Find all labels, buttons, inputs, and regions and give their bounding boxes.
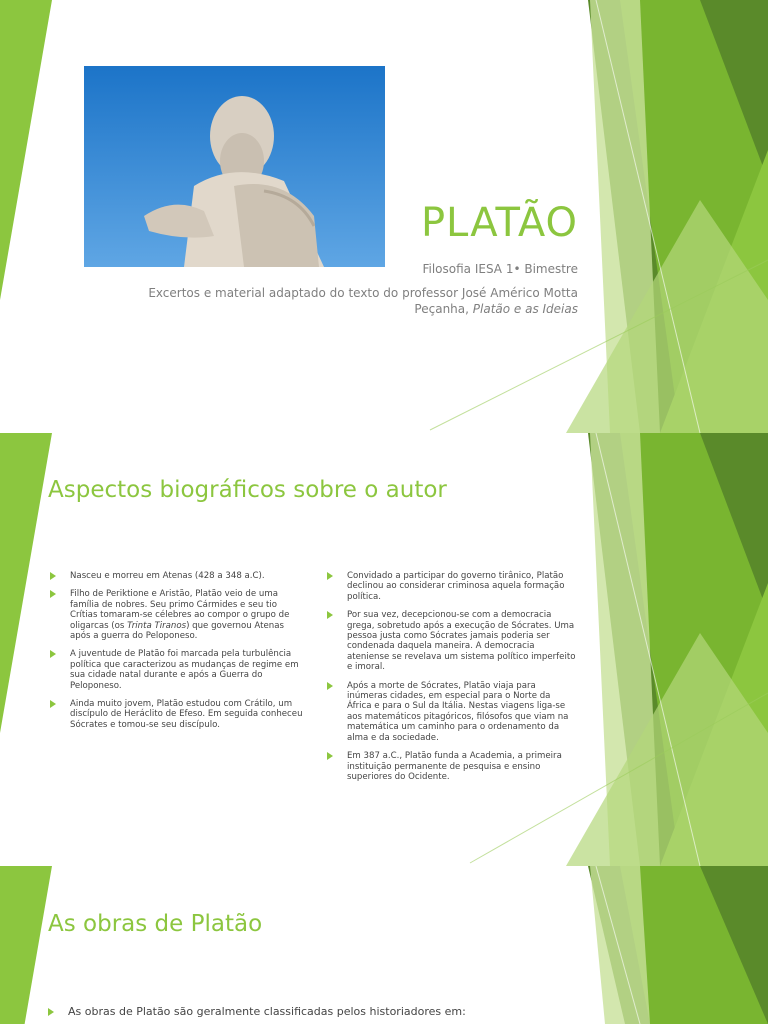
bullet-arrow-icon xyxy=(327,752,333,760)
credit-line-2: Peçanha, xyxy=(414,302,473,316)
list-item: Por sua vez, decepcionou-se com a democracia grega, sobretudo após a execução de Sócrates. Uma pessoa justa como Sócrates jamais poderia ser condenada daquela maneira. A democracia ateniense se revelava um sistema político imperfeito e imoral. xyxy=(325,610,577,672)
bullet-arrow-icon xyxy=(50,650,56,658)
list-item: Após a morte de Sócrates, Platão viaja para inúmeras cidades, em especial para o Norte da África e para o Sul da Itália. Nestas viagens liga-se aos matemáticos pitagóricos, filósofos que viam na matemática um caminho para o ordenamento da alma e da sociedade. xyxy=(325,681,577,743)
works-slide xyxy=(0,866,768,1024)
list-item: Em 387 a.C., Platão funda a Academia, a primeira instituição permanente de pesquisa e ensino superiores do Ocidente. xyxy=(325,751,577,782)
bullet-arrow-icon xyxy=(48,1008,54,1016)
bullet-arrow-icon xyxy=(327,611,333,619)
green-decoration xyxy=(0,866,768,1024)
list-item: Ainda muito jovem, Platão estudou com Crátilo, um discípulo de Heráclito de Efeso. Em seguida conheceu Sócrates e tomou-se seu discípulo. xyxy=(48,699,303,730)
bullet-arrow-icon xyxy=(50,590,56,598)
credit-text xyxy=(58,285,578,317)
list-item: As obras de Platão são geralmente classificadas pelos historiadores em: xyxy=(48,1005,466,1018)
left-bullet-column xyxy=(48,571,303,738)
course-subtitle: Filosofia IESA 1• Bimestre xyxy=(422,262,578,276)
list-item: A juventude de Platão foi marcada pela turbulência política que caracterizou as mudanças de regime em sua cidade natal durante e após a Guerra do Peloponeso. xyxy=(48,649,303,691)
bullet-arrow-icon xyxy=(327,682,333,690)
biography-slide xyxy=(0,433,768,866)
bullet-arrow-icon xyxy=(50,572,56,580)
credit-line-1: Excertos e material adaptado do texto do professor José Américo Motta xyxy=(148,286,578,300)
right-bullet-column xyxy=(325,571,577,790)
list-item: Nasceu e morreu em Atenas (428 a 348 a.C). xyxy=(48,571,303,581)
title-slide xyxy=(0,0,768,433)
section-heading: Aspectos biográficos sobre o autor xyxy=(48,477,447,503)
bullet-arrow-icon xyxy=(327,572,333,580)
book-title: Platão e as Ideias xyxy=(472,302,578,316)
list-item: Filho de Periktione e Aristão, Platão veio de uma família de nobres. Seu primo Cármides e seu tio Crítias tomaram-se célebres ao compor o grupo de oligarcas (os Trinta Tiranos) que governou Atenas após a guerra do Peloponeso. xyxy=(48,589,303,641)
plato-statue-image xyxy=(84,66,385,267)
list-item: Convidado a participar do governo tirânico, Platão declinou ao considerar criminosa aquela formação política. xyxy=(325,571,577,602)
section-heading: As obras de Platão xyxy=(48,911,263,937)
slide-title: PLATÃO xyxy=(420,200,578,246)
bullet-arrow-icon xyxy=(50,700,56,708)
